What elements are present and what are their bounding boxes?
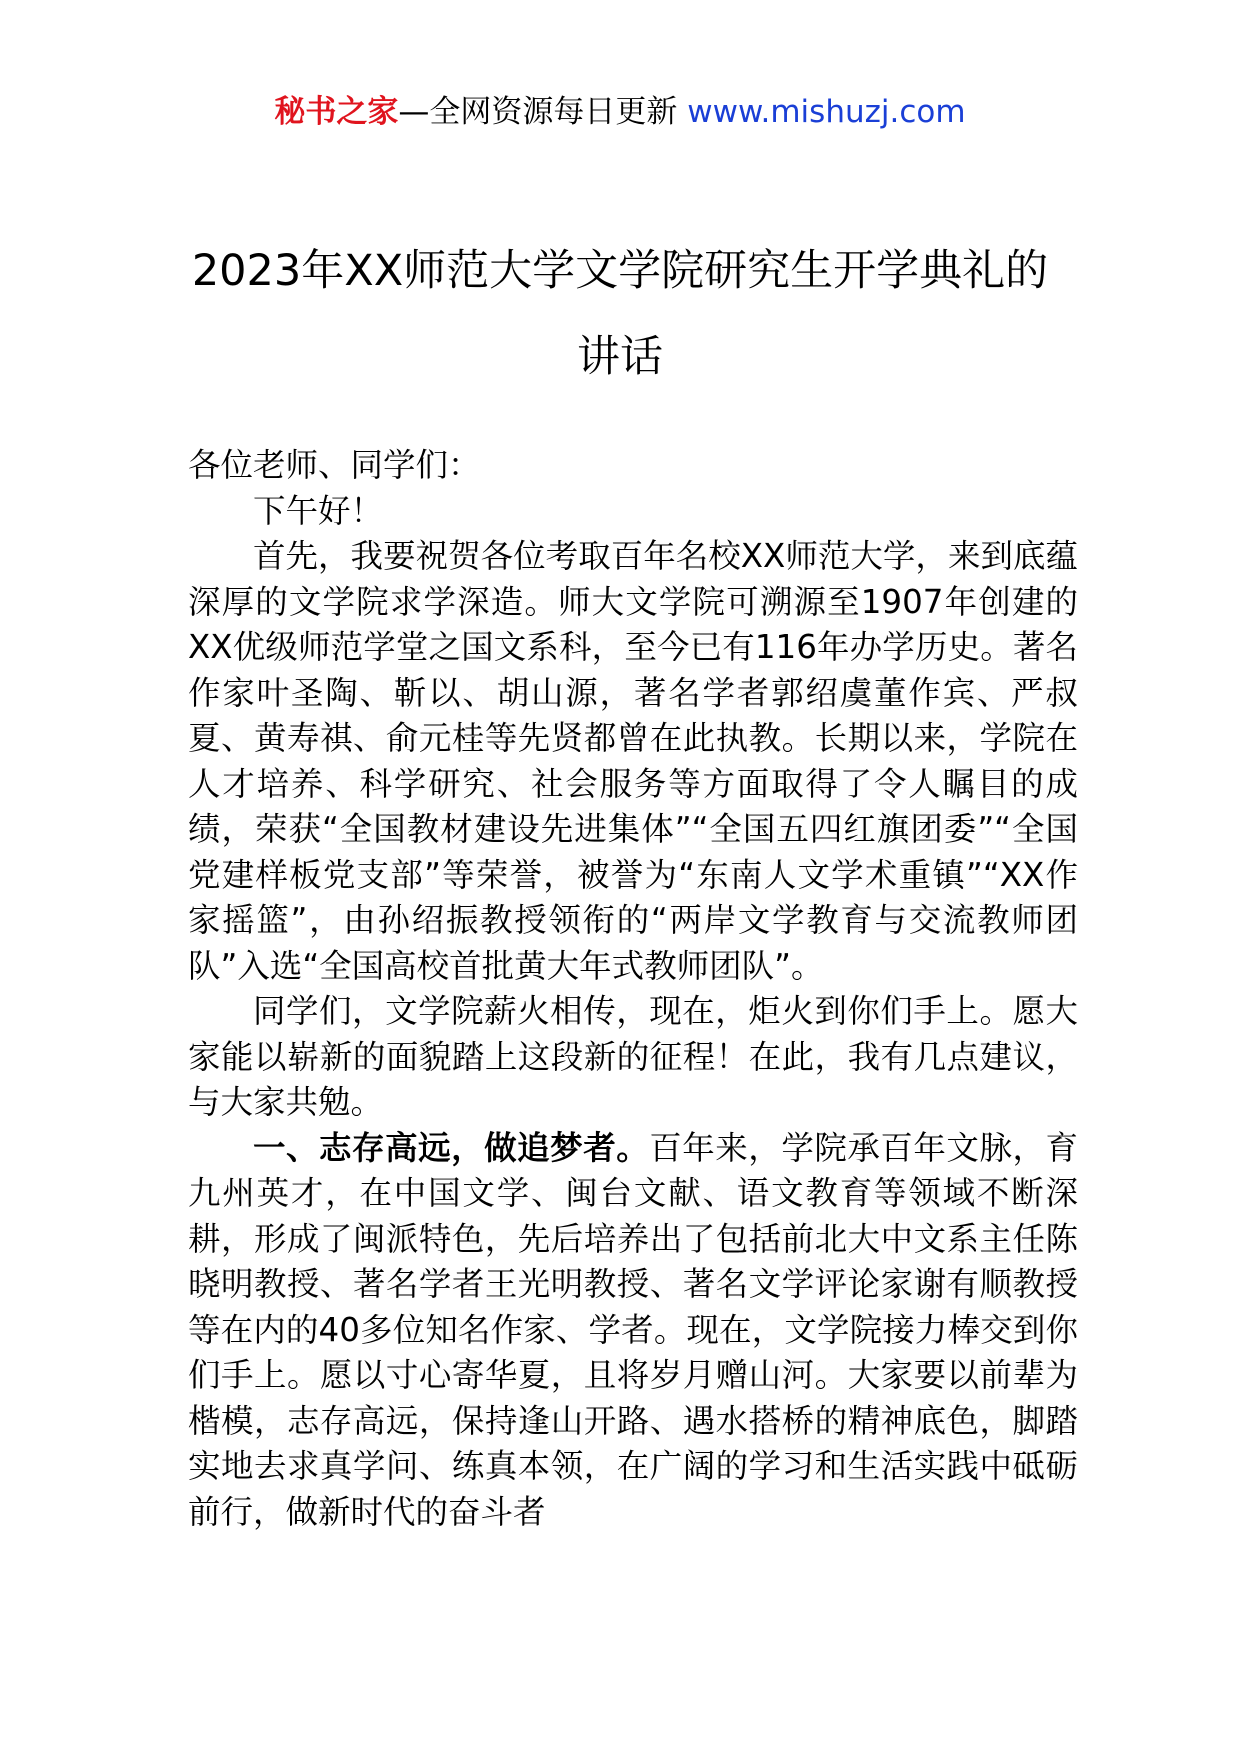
paragraph-intro: 首先，我要祝贺各位考取百年名校XX师范大学，来到底蕴深厚的文学院求学深造。师大文学院可溯源至1907年创建的XX优级师范学堂之国文系科，至今已有116年办学历史。著名作家叶圣陶、靳以、胡山源，著名学者郭绍虞董作宾、严叔夏、黄寿祺、俞元桂等先贤都曾在此执教。长期以来，学院在人才培养、科学研究、社会服务等方面取得了令人瞩目的成绩，荣获“全国教材建设先进集体”“全国五四红旗团委”“全国党建样板党支部”等荣誉，被誉为“东南人文学术重镇”“XX作家摇篮”，由孙绍振教授领衔的“两岸文学教育与交流教师团队”入选“全国高校首批黄大年式教师团队”。 xyxy=(188,537,1078,985)
site-header xyxy=(0,92,1240,132)
header-tagline: —全网资源每日更新 xyxy=(398,94,688,130)
document-title: 2023年XX师范大学文学院研究生开学典礼的讲话 xyxy=(191,246,1049,382)
greeting: 下午好！ xyxy=(253,491,384,530)
section-1-paragraph xyxy=(188,1126,1078,1536)
section-1-heading: 一、志存高远，做追梦者。 xyxy=(253,1128,650,1167)
document-body xyxy=(188,443,1078,1535)
paragraph-suggestions: 同学们，文学院薪火相传，现在，炬火到你们手上。愿大家能以崭新的面貌踏上这段新的征程！在此，我有几点建议，与大家共勉。 xyxy=(188,992,1078,1121)
section-1-body: 百年来，学院承百年文脉，育九州英才，在中国文学、闽台文献、语文教育等领域不断深耕，形成了闽派特色，先后培养出了包括前北大中文系主任陈晓明教授、著名学者王光明教授、著名文学评论家谢有顺教授等在内的40多位知名作家、学者。现在，文学院接力棒交到你们手上。愿以寸心寄华夏，且将岁月赠山河。大家要以前辈为楷模，志存高远，保持逢山开路、遇水搭桥的精神底色，脚踏实地去求真学问、练真本领，在广阔的学习和生活实践中砥砺前行，做新时代的奋斗者 xyxy=(188,1128,1078,1531)
salutation: 各位老师、同学们： xyxy=(188,446,481,484)
site-url-link[interactable]: www.mishuzj.com xyxy=(687,94,966,130)
brand-name: 秘书之家 xyxy=(274,94,399,130)
